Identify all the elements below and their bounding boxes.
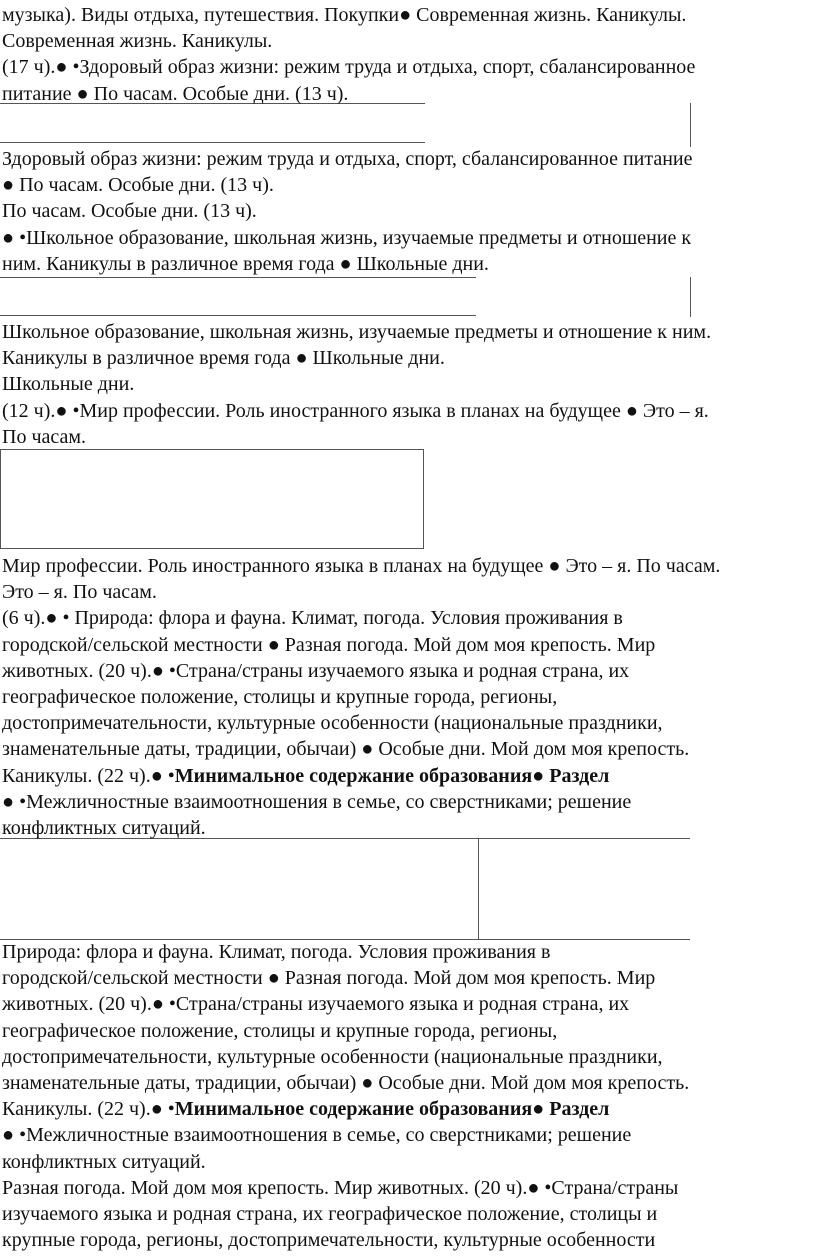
text-line [2,172,274,198]
line-text: Здоровый образ жизни: режим труда и отдыха, спорт, сбалансированное питание [2,148,693,170]
line-text: достопримечательности, культурные особенности (национальные праздники, [2,712,663,735]
line-text: Это – я. По часам. [2,581,157,604]
line-text: знаменательные даты, традиции, обычаи) ● Особые дни. Мой дом моя крепость. [2,1072,690,1094]
text-line [2,54,695,80]
line-text: Каникулы. (22 ч).● • [2,764,175,787]
text-line [2,658,629,684]
text-line [2,789,631,815]
line-text: ● •Школьное образование, школьная жизнь, изучаемые предметы и отношение к [2,226,692,249]
text-line [2,319,711,345]
line-text: городской/сельской местности ● Разная погода. Мой дом моя крепость. Мир [2,967,656,990]
text-line [2,1018,557,1044]
rule [0,315,476,316]
line-text: Каникулы в различное время года ● Школьные дни. [2,347,445,370]
line-text: Школьное образование, школьная жизнь, изучаемые предметы и отношение к ним. [2,321,712,343]
line-text: ● •Межличностные взаимоотношения в семье, со сверстниками; решение [2,1124,632,1147]
line-text: крупные города, регионы, достопримечательности, культурные особенности [2,1229,656,1252]
rule-vertical [690,103,691,147]
line-text: конфликтных ситуаций. [2,817,206,839]
line-text: Современная жизнь. Каникулы. [2,30,273,53]
text-line [2,345,445,371]
text-line [2,763,609,789]
line-text: достопримечательности, культурные особенности (национальные праздники, [2,1045,663,1068]
text-line [2,146,693,172]
text-line [2,1201,657,1227]
text-line [2,1044,663,1070]
text-line [2,710,663,736]
rule-vertical [478,838,479,939]
text-line [2,605,623,631]
empty-table-cell [0,449,424,549]
text-line [2,1227,655,1253]
rule [0,277,476,278]
text-line [2,251,489,277]
text-line [2,939,550,965]
line-text: животных. (20 ч).● •Страна/страны изучаемого языка и родная страна, их [2,659,630,682]
line-text: (12 ч).● •Мир профессии. Роль иностранного языка в планах на будущее ● Это – я. [2,399,709,422]
line-text: географическое положение, столицы и крупные города, регионы, [2,686,558,708]
text-line [2,424,86,450]
line-text: Природа: флора и фауна. Климат, погода. Условия проживания в [2,941,551,963]
line-text: географическое положение, столицы и крупные города, регионы, [2,1019,558,1042]
line-text: конфликтных ситуаций. [2,1150,206,1173]
bold-section-label: ● Раздел [532,764,610,787]
line-text: ● •Межличностные взаимоотношения в семье, со сверстниками; решение [2,790,632,813]
bold-section-label: ● Раздел [532,1098,610,1121]
line-text: По часам. [2,425,87,448]
text-line [2,736,689,762]
line-text: ним. Каникулы в различное время года ● Школьные дни. [2,252,489,275]
text-line [2,1096,609,1122]
text-line [2,225,691,251]
text-line [2,1175,678,1201]
bold-heading: Минимальное содержание образования [174,764,533,787]
line-text: питание ● По часам. Особые дни. (13 ч). [2,82,349,105]
text-line [2,1122,631,1148]
line-text: животных. (20 ч).● •Страна/страны изучаемого языка и родная страна, их [2,993,630,1016]
line-text: изучаемого языка и родная страна, их географическое положение, столицы и [2,1203,658,1225]
line-text: По часам. Особые дни. (13 ч). [2,200,257,223]
text-line [2,684,557,710]
text-line [2,553,720,579]
text-line [2,81,348,107]
text-line [2,1149,206,1175]
bold-heading: Минимальное содержание образования [174,1098,533,1121]
line-text: Школьные дни. [2,373,135,396]
text-line [2,398,709,424]
text-line [2,991,629,1017]
text-line [2,2,686,28]
line-text: Каникулы. (22 ч).● • [2,1098,175,1121]
rule [0,142,425,143]
text-line [2,28,272,54]
line-text: (17 ч).● •Здоровый образ жизни: режим труда и отдыха, спорт, сбалансированное [2,56,696,79]
line-text: Мир профессии. Роль иностранного языка в планах на будущее ● Это – я. По часам. [2,555,721,577]
text-line [2,1070,689,1096]
line-text: (6 ч).● • Природа: флора и фауна. Климат, погода. Условия проживания в [2,607,623,630]
line-text: знаменательные даты, традиции, обычаи) ● Особые дни. Мой дом моя крепость. [2,738,690,761]
line-text: городской/сельской местности ● Разная погода. Мой дом моя крепость. Мир [2,633,656,656]
text-line [2,815,206,841]
line-text: ● По часам. Особые дни. (13 ч). [2,174,274,197]
rule-vertical [690,277,691,317]
text-line [2,579,157,605]
text-line [2,632,655,658]
line-text: Разная погода. Мой дом моя крепость. Мир животных. (20 ч).● •Страна/страны [2,1176,679,1199]
text-line [2,965,655,991]
text-line [2,371,134,397]
line-text: музыка). Виды отдыха, путешествия. Покупки● Современная жизнь. Каникулы. [2,4,687,26]
text-line [2,198,257,224]
